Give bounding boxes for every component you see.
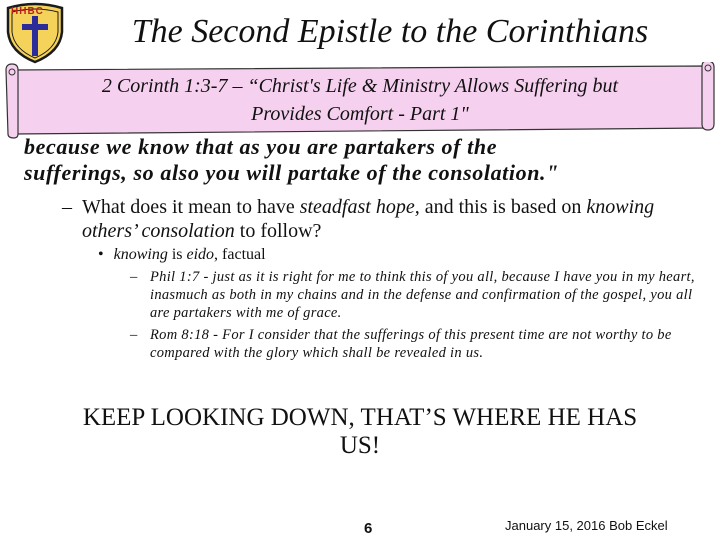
verse-line-1: because we know that as you are partakers of the (24, 134, 498, 159)
bullet-part-4: , factual (214, 246, 266, 263)
church-logo (2, 2, 68, 64)
closing-line-1: KEEP LOOKING DOWN, THAT’S WHERE HE HAS (82, 404, 638, 431)
verse-line-2: sufferings, so also you will partake of the consolation." (24, 160, 559, 185)
question-part-1: What does it mean to have (82, 196, 300, 218)
closing-line-2: US! (339, 432, 381, 459)
page-title: The Second Epistle to the Corinthians (131, 13, 649, 50)
bullet-part-2: is (167, 246, 187, 263)
question-item (62, 195, 702, 243)
question-part-2: steadfast hope, (299, 196, 420, 218)
banner-line-1: 2 Corinth 1:3-7 – “Christ's Life & Ministry Allows Suffering but (101, 75, 619, 97)
definition-bullet (98, 245, 698, 265)
sub-item-phil (130, 268, 710, 322)
dash-marker: – (62, 196, 72, 218)
dash-marker: – (130, 269, 138, 285)
sub-item-text: Phil 1:7 - just as it is right for me to think this of you all, because I have you in my heart, inasmuch as both in my chains and in the defense and confirmation of the gospel, you all are partakers with me of grace. (150, 269, 695, 321)
dash-marker: – (130, 327, 138, 343)
bullet-marker: • (98, 246, 104, 263)
sub-item-rom (130, 326, 710, 362)
scroll-banner (2, 62, 718, 140)
bullet-part-1: knowing (113, 246, 168, 263)
question-part-4: knowing others’ consolation (82, 196, 655, 242)
footer-date-author: January 15, 2016 Bob Eckel (505, 518, 668, 533)
question-part-5: to follow? (234, 220, 322, 242)
sub-item-text: Rom 8:18 - For I consider that the sufferings of this present time are not worthy to be compared with the glory which shall be revealed in us. (150, 327, 672, 361)
closing-statement (20, 404, 700, 460)
bullet-part-3: eido (186, 246, 215, 263)
banner-text (22, 72, 698, 128)
banner-line-2: Provides Comfort - Part 1" (251, 103, 469, 125)
logo-text: HHBC (11, 6, 44, 17)
question-part-3: and this is based on (419, 196, 587, 218)
question-text (82, 195, 702, 243)
verse-text (24, 134, 704, 186)
page-number: 6 (364, 520, 373, 537)
